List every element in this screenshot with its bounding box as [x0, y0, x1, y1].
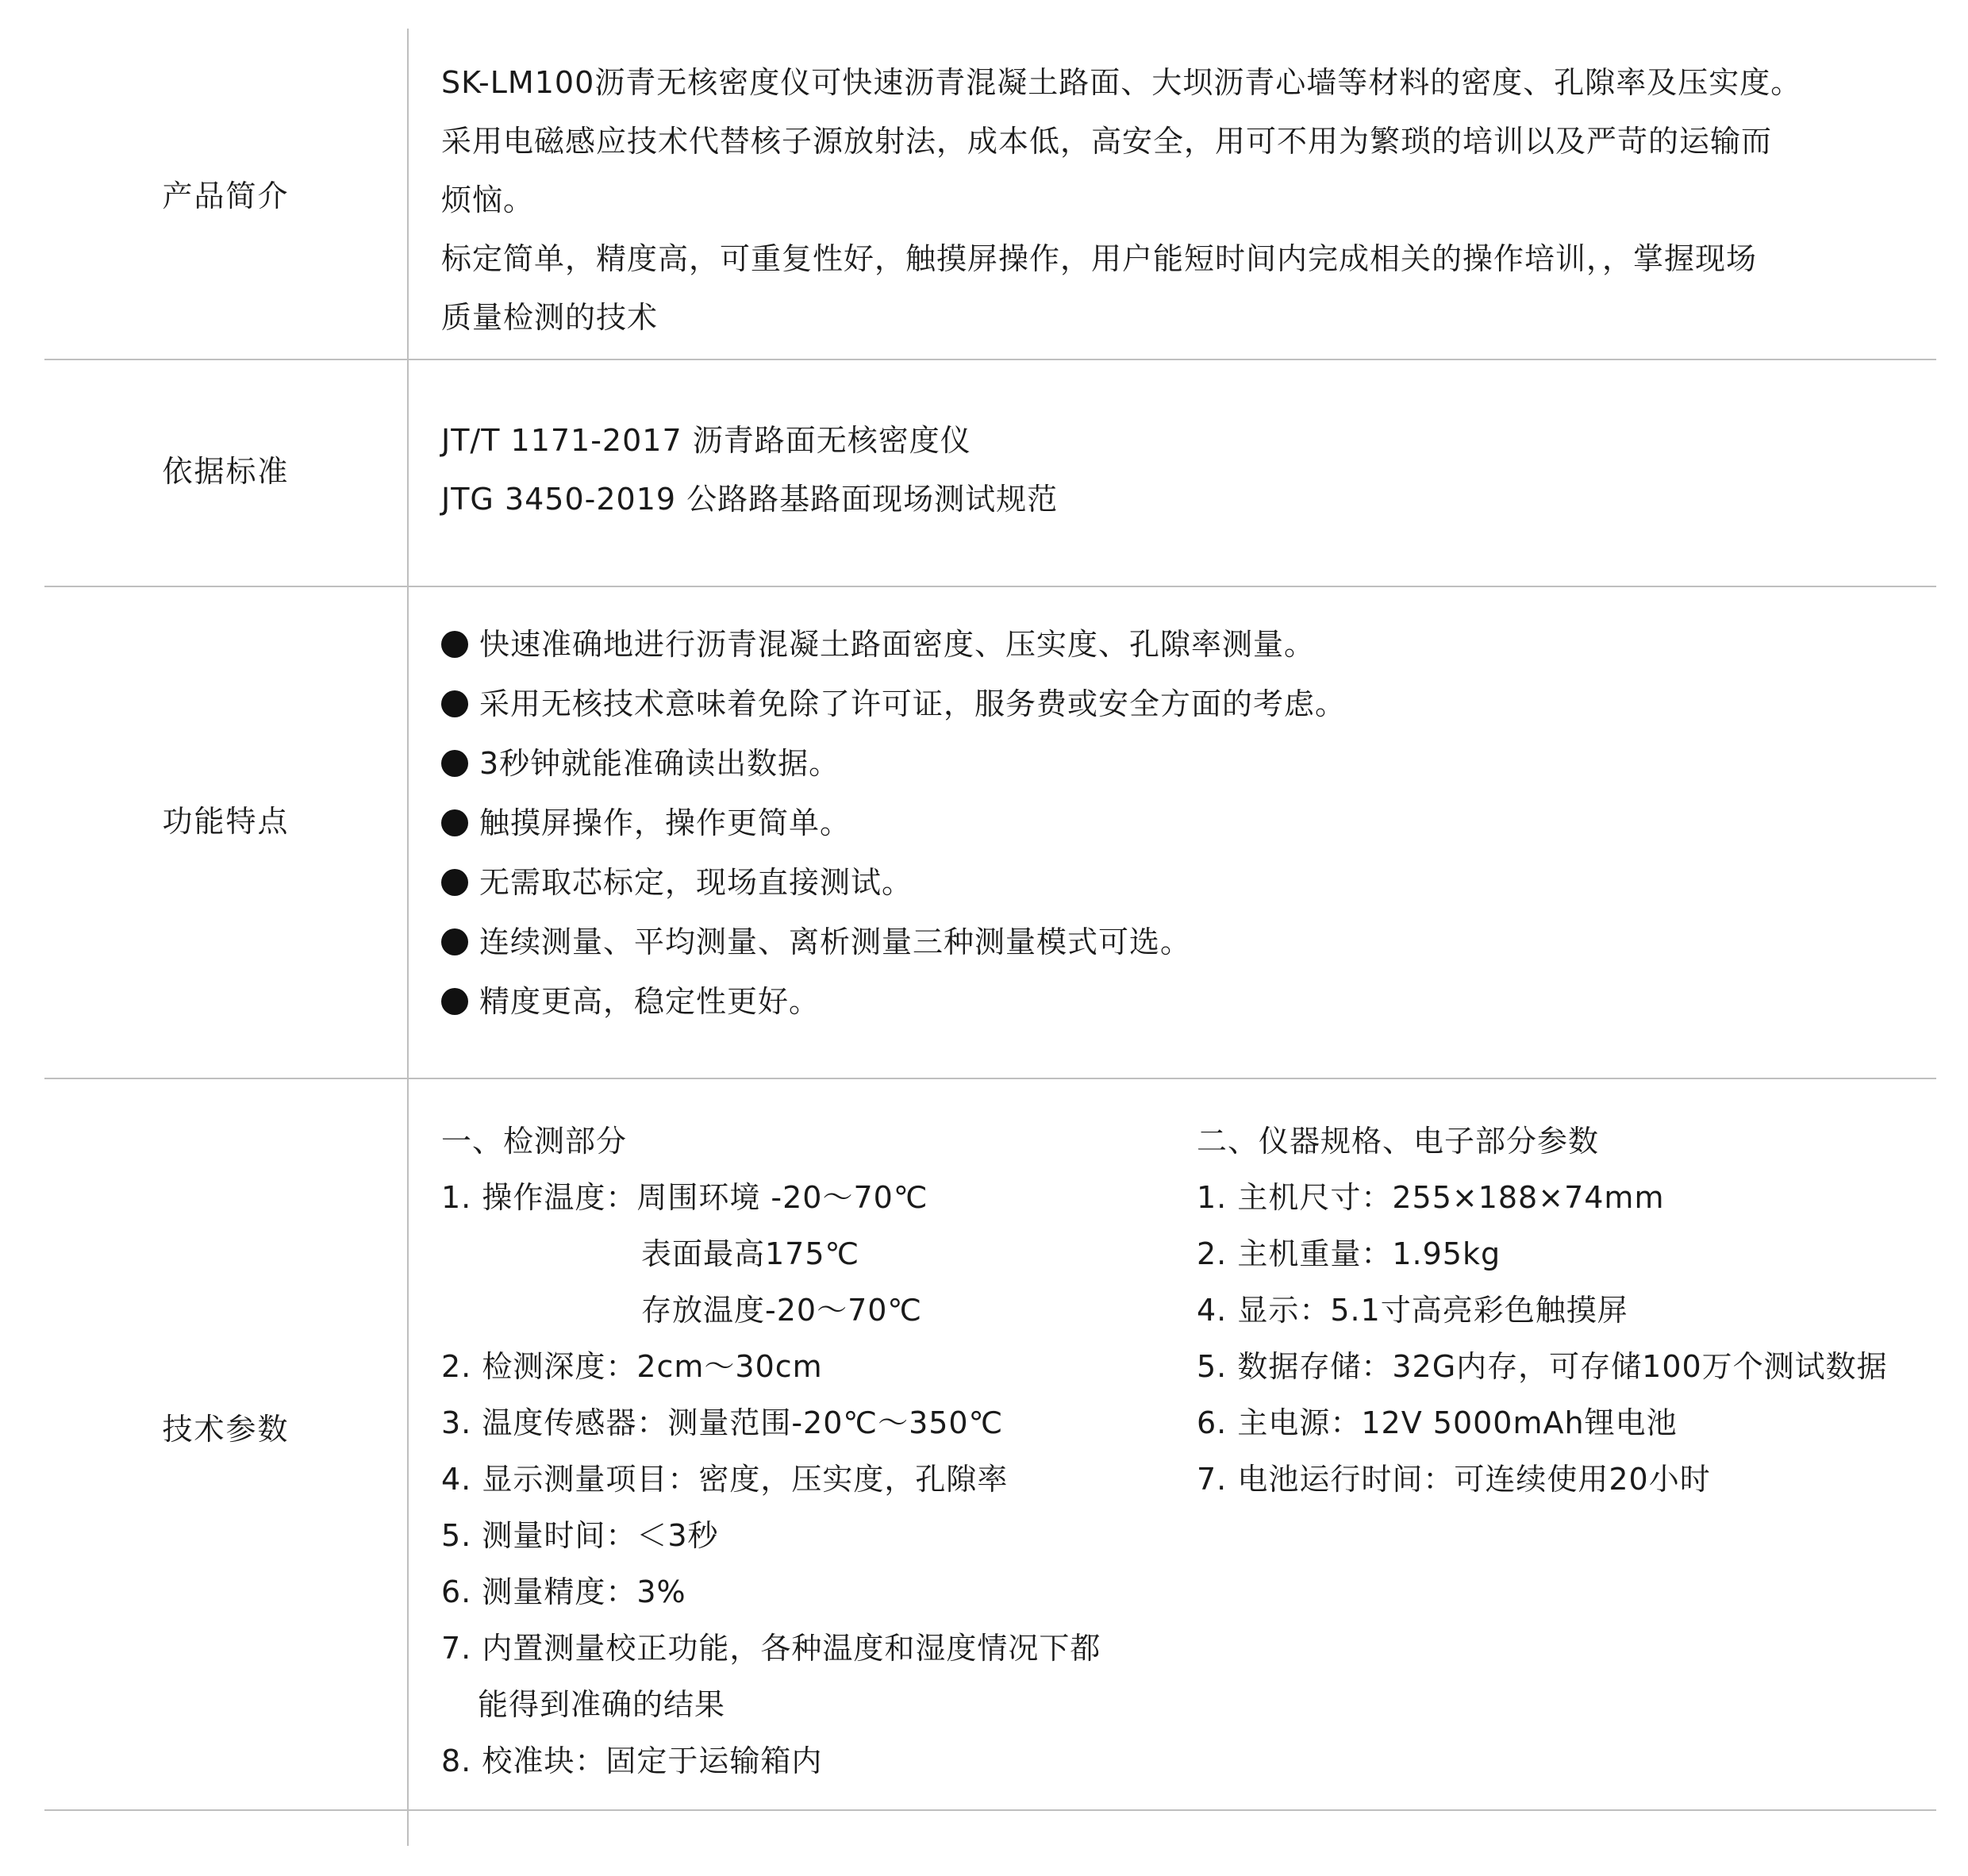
feature-text: 精度更高，稳定性更好。	[479, 984, 821, 1019]
features-content	[441, 615, 1893, 1032]
spec-right-line: 2. 主机重量：1.95kg	[1197, 1236, 1501, 1271]
spec-right-line: 4. 显示：5.1寸高亮彩色触摸屏	[1197, 1293, 1628, 1328]
feature-item	[441, 615, 1893, 675]
features-label: 功能特点	[162, 804, 290, 839]
spec-left-line: 表面最高175℃	[641, 1236, 860, 1271]
feature-text: 无需取芯标定，现场直接测试。	[479, 865, 913, 900]
bullet-dot-icon	[441, 631, 468, 658]
specs-right-column	[1197, 1113, 1935, 1508]
feature-item	[441, 675, 1893, 734]
vertical-divider	[407, 29, 409, 1846]
spec-left-heading: 一、检测部分	[441, 1124, 628, 1159]
spec-left-line: 7. 内置测量校正功能，各种温度和湿度情况下都	[441, 1631, 1101, 1666]
spec-left-line: 1. 操作温度：周围环境 -20～70℃	[441, 1180, 928, 1215]
standard-line: JTG 3450-2019 公路路基路面现场测试规范	[441, 482, 1059, 517]
spec-left-line: 8. 校准块：固定于运输箱内	[441, 1743, 823, 1778]
feature-text: 触摸屏操作，操作更简单。	[479, 805, 851, 840]
feature-item	[441, 794, 1893, 853]
spec-right-heading: 二、仪器规格、电子部分参数	[1197, 1124, 1600, 1159]
intro-line: 采用电磁感应技术代替核子源放射法，成本低，高安全，用可不用为繁琐的培训以及严苛的运输而	[441, 124, 1773, 159]
bullet-dot-icon	[441, 988, 468, 1015]
row-divider-3	[44, 1078, 1936, 1079]
intro-line: 质量检测的技术	[441, 300, 659, 335]
spec-left-line: 3. 温度传感器：测量范围-20℃～350℃	[441, 1405, 1004, 1440]
row-divider-4	[44, 1809, 1936, 1811]
spec-left-line: 4. 显示测量项目：密度，压实度，孔隙率	[441, 1462, 1009, 1497]
feature-text: 3秒钟就能准确读出数据。	[479, 746, 840, 781]
feature-item	[441, 734, 1893, 794]
row-divider-2	[44, 586, 1936, 587]
spec-right-line: 7. 电池运行时间：可连续使用20小时	[1197, 1462, 1711, 1497]
spec-right-line: 6. 主电源：12V 5000mAh锂电池	[1197, 1405, 1678, 1440]
feature-text: 采用无核技术意味着免除了许可证，服务费或安全方面的考虑。	[479, 686, 1347, 721]
feature-item	[441, 913, 1893, 972]
standard-line: JT/T 1171-2017 沥青路面无核密度仪	[441, 423, 971, 458]
feature-text: 快速准确地进行沥青混凝土路面密度、压实度、孔隙率测量。	[479, 627, 1316, 662]
bullet-dot-icon	[441, 928, 468, 955]
feature-text: 连续测量、平均测量、离析测量三种测量模式可选。	[479, 925, 1192, 959]
bullet-dot-icon	[441, 869, 468, 896]
spec-left-line: 6. 测量精度：3%	[441, 1574, 686, 1609]
spec-left-line: 存放温度-20～70℃	[641, 1293, 923, 1328]
intro-line: SK-LM100沥青无核密度仪可快速沥青混凝土路面、大坝沥青心墙等材料的密度、孔隙率及压实度。	[441, 65, 1802, 100]
intro-line: 烦恼。	[441, 183, 535, 217]
feature-item	[441, 972, 1893, 1032]
spec-left-line: 5. 测量时间：＜3秒	[441, 1518, 719, 1553]
spec-right-line: 5. 数据存储：32G内存，可存储100万个测试数据	[1197, 1349, 1888, 1384]
spec-right-line: 1. 主机尺寸：255×188×74mm	[1197, 1180, 1665, 1215]
intro-label: 产品简介	[162, 179, 290, 213]
specs-left-column	[441, 1113, 1171, 1790]
standards-label: 依据标准	[162, 454, 290, 489]
spec-left-line: 能得到准确的结果	[478, 1687, 726, 1722]
specs-label: 技术参数	[162, 1412, 290, 1447]
row-divider-1	[44, 359, 1936, 360]
bullet-dot-icon	[441, 809, 468, 836]
bullet-dot-icon	[441, 690, 468, 717]
intro-content	[441, 53, 1893, 347]
spec-left-line: 2. 检测深度：2cm～30cm	[441, 1349, 823, 1384]
intro-line: 标定简单，精度高，可重复性好，触摸屏操作，用户能短时间内完成相关的操作培训，，掌握现场	[441, 241, 1758, 276]
bullet-dot-icon	[441, 750, 468, 777]
standards-content	[441, 411, 1893, 529]
feature-item	[441, 853, 1893, 913]
